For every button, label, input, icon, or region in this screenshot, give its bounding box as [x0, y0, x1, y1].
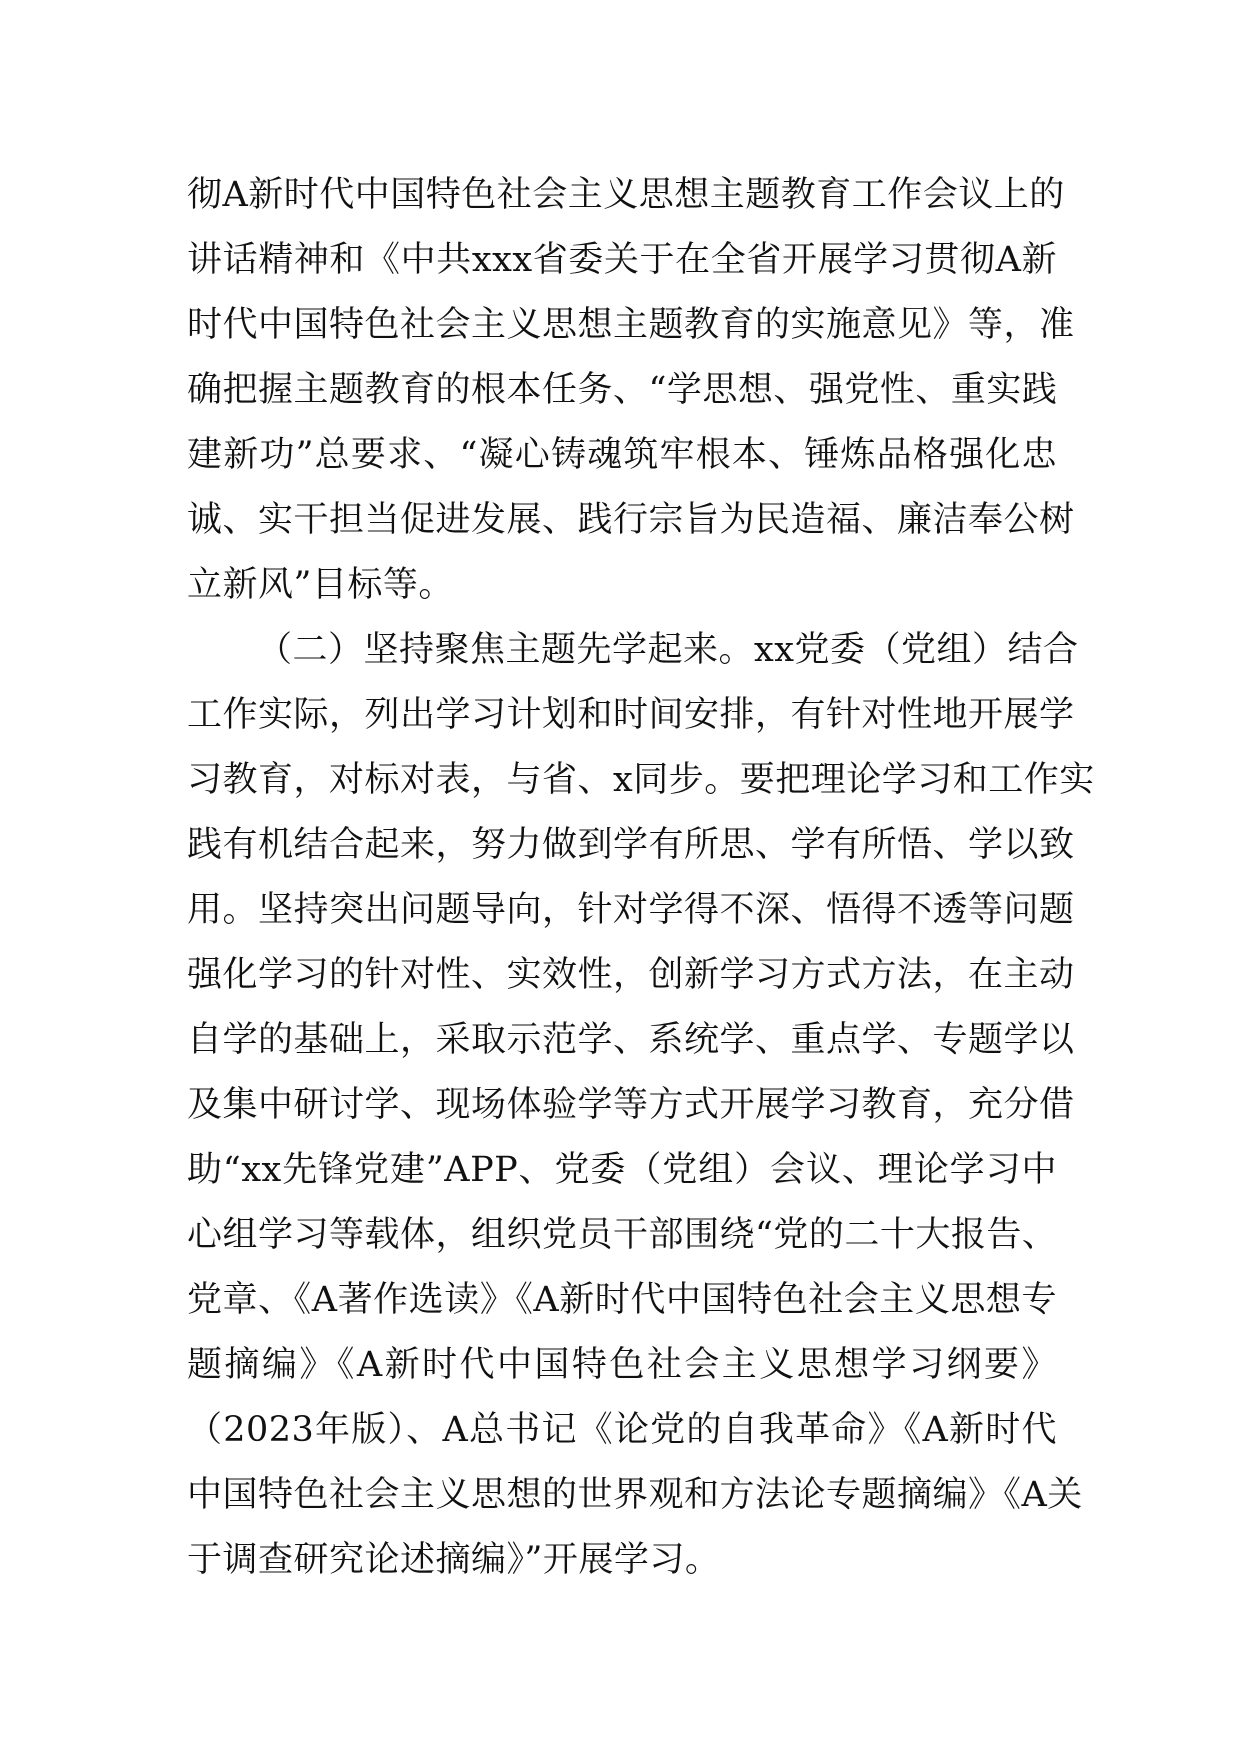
text-line: 时代中国特色社会主义思想主题教育的实施意见》等，准: [187, 305, 1075, 345]
text-line: 中国特色社会主义思想的世界观和方法论专题摘编》《A关: [187, 1475, 1083, 1515]
body-text: [187, 163, 1095, 1593]
text-line: 工作实际，列出学习计划和时间安排，有针对性地开展学: [187, 695, 1075, 735]
text-line: 于调查研究论述摘编》”开展学习。: [187, 1540, 721, 1580]
text-line: 习教育，对标对表，与省、x同步。要把理论学习和工作实: [187, 760, 1095, 800]
text-line: 及集中研讨学、现场体验学等方式开展学习教育，充分借: [187, 1085, 1075, 1125]
text-line: 强化学习的针对性、实效性，创新学习方式方法，在主动: [187, 955, 1075, 995]
text-line: 用。坚持突出问题导向，针对学得不深、悟得不透等问题: [187, 890, 1075, 930]
text-line: 心组学习等载体，组织党员干部围绕“党的二十大报告、: [187, 1215, 1058, 1255]
paragraph-first-line: （二）坚持聚焦主题先学起来。xx党委（党组）结合: [257, 630, 1079, 670]
text-line: 立新风”目标等。: [187, 565, 454, 605]
text-line: 践有机结合起来，努力做到学有所思、学有所悟、学以致: [187, 825, 1075, 865]
text-line: 诚、实干担当促进发展、践行宗旨为民造福、廉洁奉公树: [187, 500, 1075, 540]
text-line: 助“xx先锋党建”APP、党委（党组）会议、理论学习中: [187, 1150, 1057, 1190]
text-line: 建新功”总要求、“凝心铸魂筑牢根本、锤炼品格强化忠: [187, 435, 1057, 475]
text-line: 确把握主题教育的根本任务、“学思想、强党性、重实践: [187, 370, 1058, 410]
text-line: 题摘编》《A新时代中国特色社会主义思想学习纲要》: [187, 1345, 1057, 1385]
text-line: 彻A新时代中国特色社会主义思想主题教育工作会议上的: [187, 175, 1065, 215]
text-line: （2023年版）、A总书记《论党的自我革命》《A新时代: [187, 1410, 1057, 1450]
text-line: 党章、《A著作选读》《A新时代中国特色社会主义思想专: [187, 1280, 1057, 1320]
text-line: 自学的基础上，采取示范学、系统学、重点学、专题学以: [187, 1020, 1075, 1060]
text-line: 讲话精神和《中共xxx省委关于在全省开展学习贯彻A新: [187, 240, 1057, 280]
